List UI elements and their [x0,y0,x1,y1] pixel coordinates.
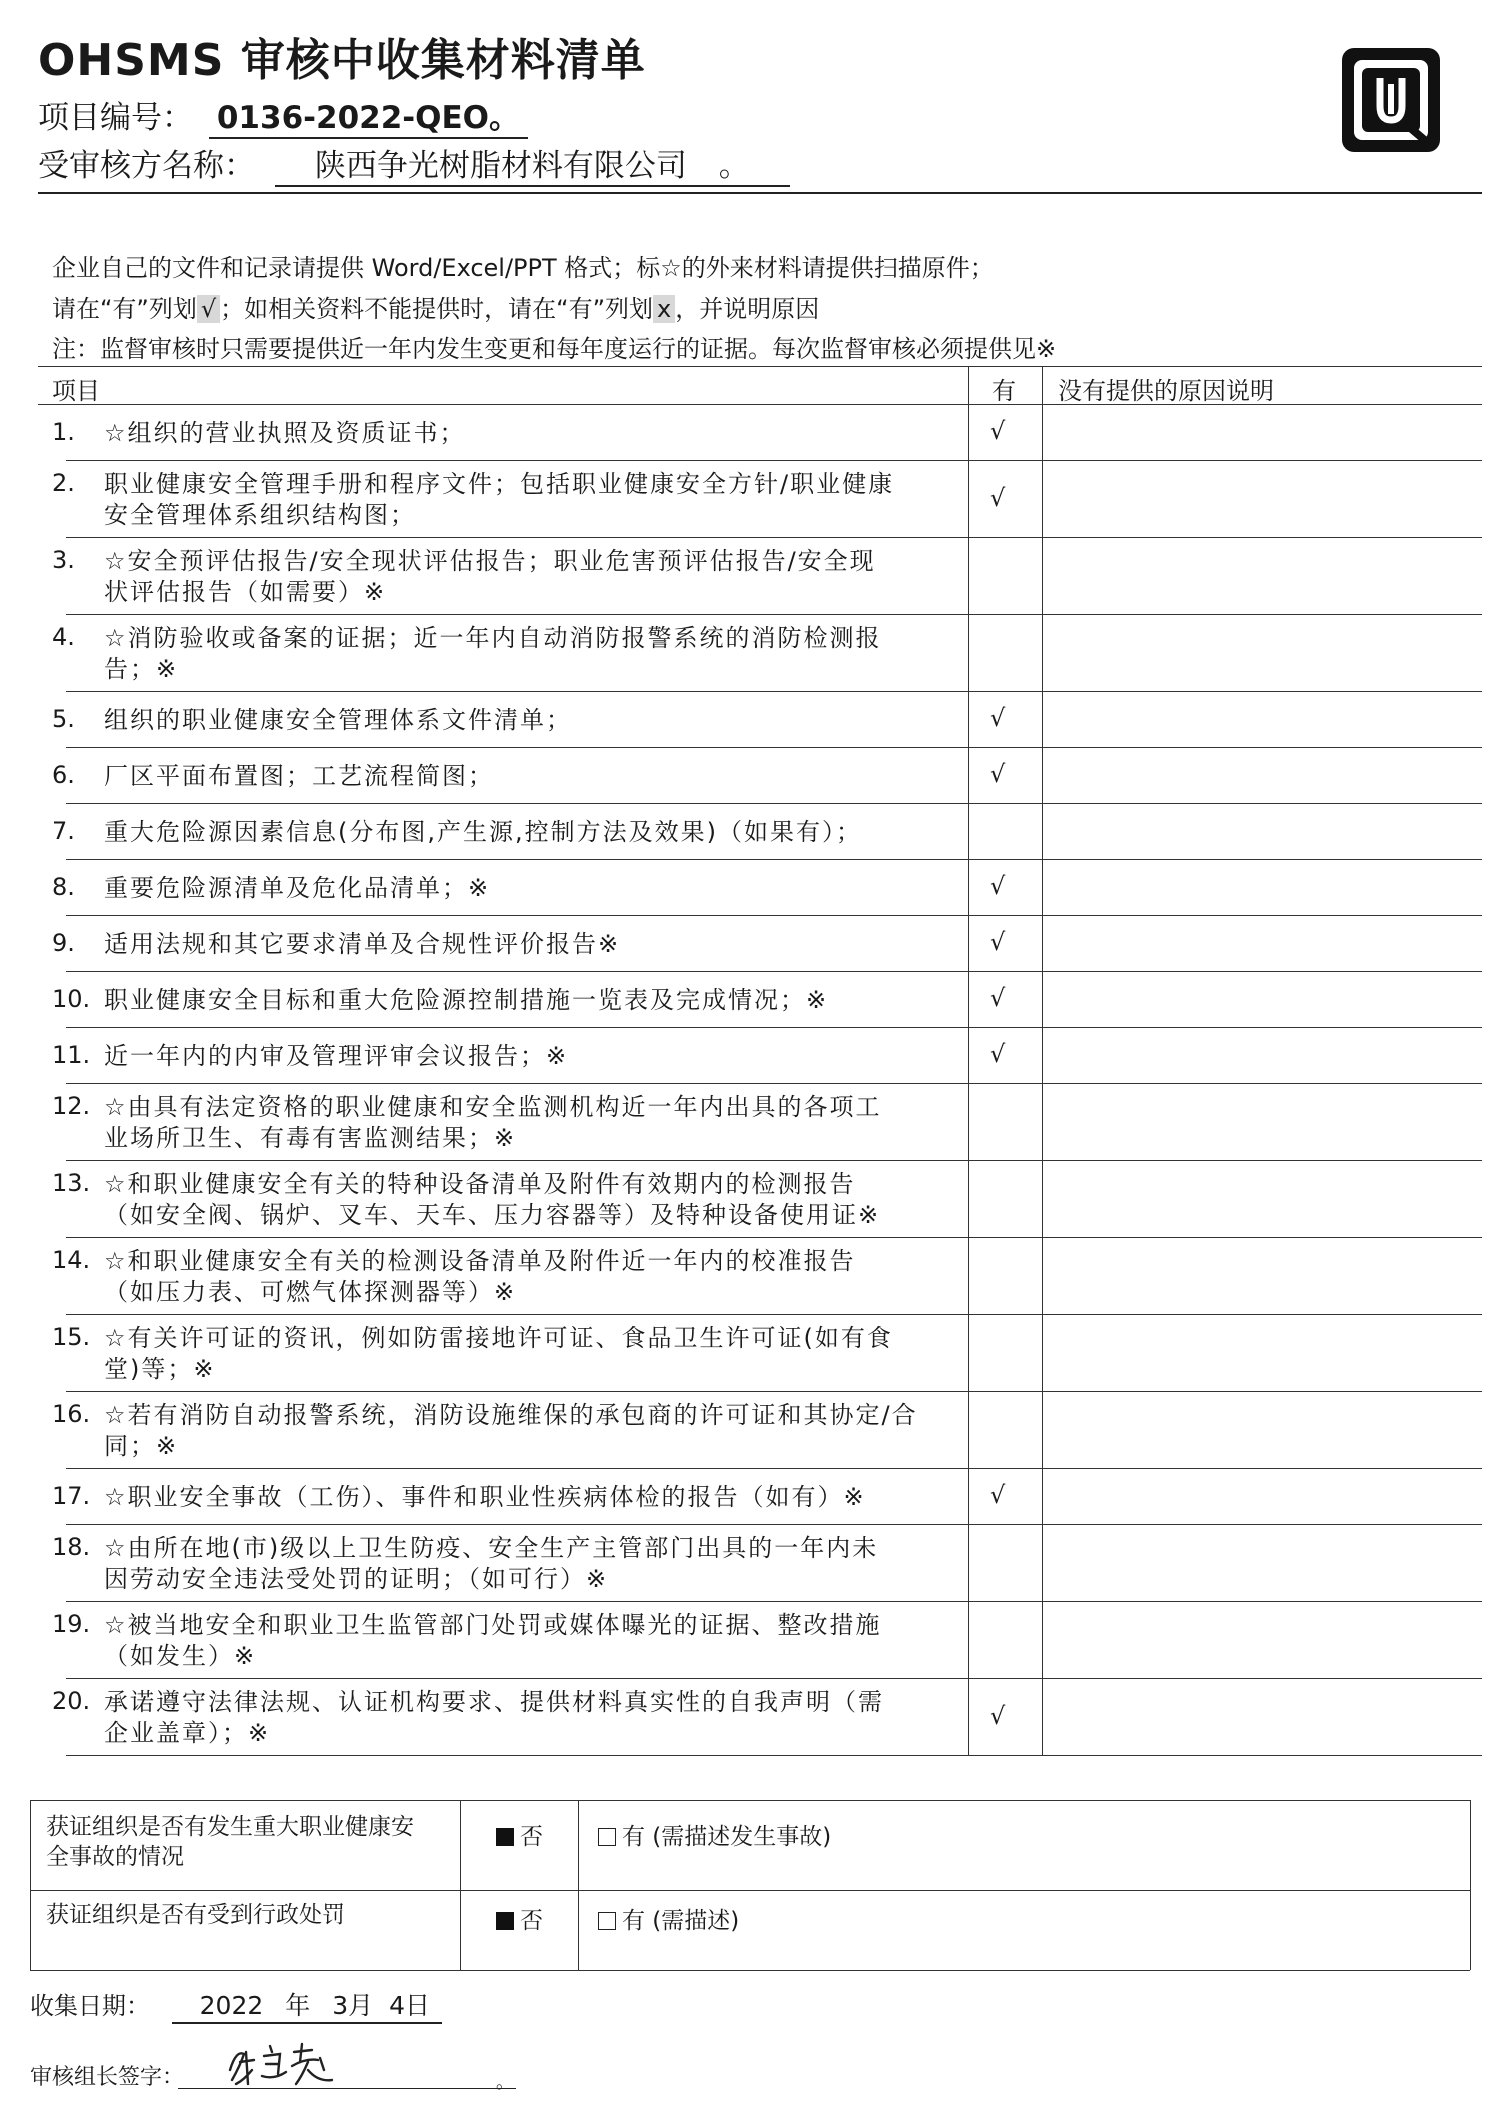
auditee-name: 陕西争光树脂材料有限公司 [314,148,687,184]
row-border [66,1237,1482,1238]
row-border [66,1027,1482,1028]
project-number-label: 项目编号： [38,100,193,136]
penalty-no-label: 否 [520,1908,543,1934]
row-item-text [104,705,954,736]
note-marking-a: 请在“有”列划 [52,295,197,323]
row-item-line: 因劳动安全违法受处罚的证明；（如可行）※ [104,1564,609,1593]
row-item-text [104,1400,954,1462]
penalty-yes-label: 有 (需描述) [622,1908,740,1934]
row-border [66,747,1482,748]
row-border [66,803,1482,804]
checked-box-icon [496,1912,514,1930]
row-item-line: ☆有关许可证的资讯，例如防雷接地许可证、食品卫生许可证(如有食 [104,1323,893,1352]
row-item-line: 适用法规和其它要求清单及合规性评价报告※ [104,929,621,958]
box-divider-2 [578,1800,579,1970]
row-number: 17. [52,1481,91,1510]
row-border [66,537,1482,538]
row-border [66,1468,1482,1469]
certification-logo-icon [1338,44,1444,156]
row-item-text [104,1610,954,1672]
row-item-line: ☆由所在地(市)级以上卫生防疫、安全生产主管部门出具的一年内未 [104,1533,879,1562]
unchecked-box-icon [598,1912,616,1930]
auditor-signature-label: 审核组长签字： [30,2065,185,2090]
checkmark-icon: √ [990,483,1006,512]
row-item-line: 业场所卫生、有毒有害监测结果；※ [104,1123,517,1152]
checkmark-icon: √ [990,872,1006,900]
row-item-line: （如发生）※ [104,1641,257,1670]
row-item-line: ☆组织的营业执照及资质证书； [104,418,466,447]
row-number: 1. [52,417,75,446]
row-number: 15. [52,1322,91,1351]
column-border-have [968,366,969,1755]
row-item-line: （如压力表、可燃气体探测器等）※ [104,1277,517,1306]
row-number: 9. [52,928,75,957]
row-item-text [104,546,954,608]
row-item-text [104,1482,954,1513]
incident-no-label: 否 [520,1824,543,1850]
row-item-text [104,1687,954,1749]
box-top [30,1800,1470,1801]
column-header-item: 项目 [52,377,100,405]
collection-date-line [30,1986,442,2024]
date-day-unit: 日 [404,1991,430,2020]
checkmark-icon: √ [990,1701,1006,1730]
box-left [30,1800,31,1970]
row-item-line: 职业健康安全目标和重大危险源控制措施一览表及完成情况；※ [104,985,829,1014]
row-border [66,1524,1482,1525]
checkmark-icon: √ [990,984,1006,1012]
incident-question-line: 全事故的情况 [46,1844,184,1870]
row-item-line: ☆和职业健康安全有关的特种设备清单及附件有效期内的检测报告 [104,1169,856,1198]
row-number: 2. [52,468,75,497]
project-number-line [38,92,528,139]
signature-suffix: 。 [496,2072,514,2093]
date-year-unit: 年 [285,1991,311,2020]
row-item-text [104,929,954,960]
row-item-line: 企业盖章）；※ [104,1718,271,1747]
note-marking-c: ，并说明原因 [675,295,820,323]
note-marking [52,289,819,324]
note-surveillance: 注：监督审核时只需要提供近一年内发生变更和每年度运行的证据。每次监督审核必须提供见※ [52,335,1057,363]
collection-date-label: 收集日期： [30,1992,150,2020]
row-border [66,859,1482,860]
row-border [66,460,1482,461]
checkmark-icon: √ [990,417,1006,445]
incident-yes-option[interactable] [598,1822,831,1852]
date-month-unit: 月 [348,1991,374,2020]
note-marking-b: ；如相关资料不能提供时，请在“有”列划 [220,295,654,323]
collection-date-field [172,1986,442,2024]
project-number-value: 0136-2022-QEO。 [209,92,528,139]
row-border [66,1755,1482,1756]
row-number: 19. [52,1609,91,1638]
incident-no-option[interactable] [496,1822,543,1852]
checkmark-icon: √ [990,704,1006,732]
row-item-line: 重要危险源清单及危化品清单；※ [104,873,491,902]
row-number: 7. [52,816,75,845]
penalty-question: 获证组织是否有受到行政处罚 [46,1902,345,1928]
unchecked-box-icon [598,1828,616,1846]
row-number: 6. [52,760,75,789]
row-item-text [104,418,954,449]
row-item-line: 厂区平面布置图；工艺流程简图； [104,761,494,790]
row-item-line: （如安全阀、锅炉、叉车、天车、压力容器等）及特种设备使用证※ [104,1200,881,1229]
row-item-text [104,1041,954,1072]
row-item-text [104,817,954,848]
row-item-line: ☆职业安全事故（工伤）、事件和职业性疾病体检的报告（如有）※ [104,1482,866,1511]
row-item-line: ☆被当地安全和职业卫生监管部门处罚或媒体曝光的证据、整改措施 [104,1610,882,1639]
row-number: 8. [52,872,75,901]
row-number: 20. [52,1686,91,1715]
row-item-line: 同；※ [104,1431,179,1460]
page-title: OHSMS 审核中收集材料清单 [38,35,646,86]
header-divider [38,192,1482,194]
auditee-label: 受审核方名称： [38,148,255,184]
cross-mark-sample: x [653,295,675,323]
row-item-text [104,985,954,1016]
row-number: 18. [52,1532,91,1561]
date-year: 2022 [199,1991,264,2020]
checkmark-icon: √ [990,1040,1006,1068]
row-item-line: 职业健康安全管理手册和程序文件；包括职业健康安全方针/职业健康 [104,469,895,498]
auditee-line [38,140,790,187]
column-header-have: 有 [992,377,1016,405]
row-item-text [104,623,954,685]
row-number: 5. [52,704,75,733]
row-item-line: ☆由具有法定资格的职业健康和安全监测机构近一年内出具的各项工 [104,1092,882,1121]
row-border [66,1314,1482,1315]
row-item-line: 近一年内的内审及管理评审会议报告；※ [104,1041,569,1070]
row-item-text [104,1169,954,1231]
row-number: 4. [52,622,75,651]
row-border [66,971,1482,972]
row-border [66,1678,1482,1679]
column-border-reason [1042,366,1043,1755]
row-number: 12. [52,1091,91,1120]
row-item-line: 状评估报告（如需要）※ [104,577,387,606]
date-day: 4 [389,1991,405,2020]
checkmark-icon: √ [990,928,1006,956]
row-border [66,1391,1482,1392]
row-item-text [104,1533,954,1595]
auditee-name-field [275,140,790,187]
check-mark-sample: √ [197,295,220,323]
row-item-text [104,873,954,904]
row-item-line: ☆消防验收或备案的证据；近一年内自动消防报警系统的消防检测报 [104,623,882,652]
row-item-text [104,1323,954,1385]
note-format: 企业自己的文件和记录请提供 Word/Excel/PPT 格式；标☆的外来材料请提供扫描原件； [52,254,994,282]
auditee-suffix: 。 [718,148,750,184]
column-header-reason: 没有提供的原因说明 [1058,377,1274,405]
incident-question-line: 获证组织是否有发生重大职业健康安 [46,1814,414,1840]
checkmark-icon: √ [990,760,1006,788]
row-item-line: 承诺遵守法律法规、认证机构要求、提供材料真实性的自我声明（需 [104,1687,884,1716]
row-border [66,1083,1482,1084]
penalty-no-option[interactable] [496,1906,543,1936]
row-item-line: 组织的职业健康安全管理体系文件清单； [104,705,572,734]
row-item-line: 堂)等；※ [104,1354,216,1383]
table-top-border [38,366,1482,367]
checked-box-icon [496,1828,514,1846]
incident-yes-label: 有 (需描述发生事故) [622,1824,832,1850]
row-number: 13. [52,1168,91,1197]
checkmark-icon: √ [990,1481,1006,1509]
row-item-line: ☆安全预评估报告/安全现状评估报告；职业危害预评估报告/安全现 [104,546,876,575]
row-number: 14. [52,1245,91,1274]
box-right [1470,1800,1471,1970]
row-border [66,614,1482,615]
row-border [66,1601,1482,1602]
incident-question [46,1812,456,1872]
row-number: 3. [52,545,75,574]
row-item-text [104,1246,954,1308]
row-item-line: 重大危险源因素信息(分布图,产生源,控制方法及效果)（如果有）； [104,817,862,846]
row-item-text [104,1092,954,1154]
row-item-line: 告；※ [104,654,179,683]
row-border [66,1160,1482,1161]
row-item-line: ☆和职业健康安全有关的检测设备清单及附件近一年内的校准报告 [104,1246,856,1275]
row-item-line: ☆若有消防自动报警系统，消防设施维保的承包商的许可证和其协定/合 [104,1400,918,1429]
row-number: 10. [52,984,91,1013]
box-middle [30,1890,1470,1891]
row-number: 11. [52,1040,91,1069]
handwritten-signature [222,2040,352,2090]
box-bottom [30,1970,1470,1971]
row-item-text [104,761,954,792]
date-month: 3 [332,1991,349,2020]
row-border [66,915,1482,916]
penalty-yes-option[interactable] [598,1906,739,1936]
row-border [66,691,1482,692]
row-item-line: 安全管理体系组织结构图； [104,500,416,529]
row-item-text [104,469,954,531]
box-divider-1 [460,1800,461,1970]
row-number: 16. [52,1399,91,1428]
